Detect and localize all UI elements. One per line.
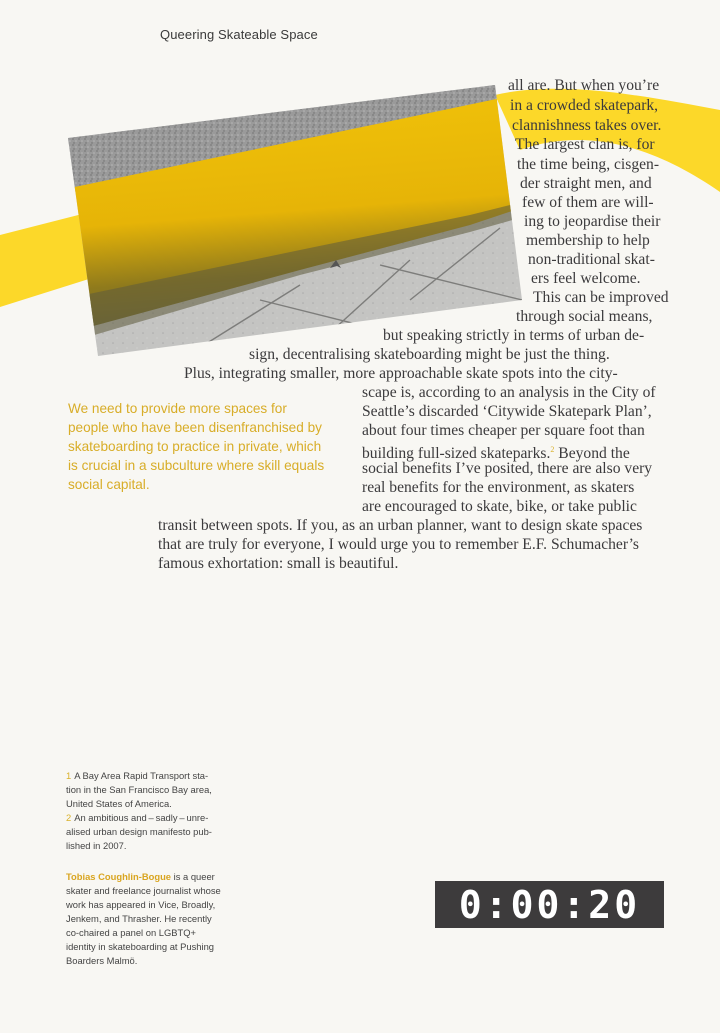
bio-line xyxy=(66,870,266,884)
footnote-ref[interactable]: 2 xyxy=(550,445,555,454)
left-yellow-stripe xyxy=(0,212,92,307)
running-title: Queering Skateable Space xyxy=(160,27,318,42)
body-line: through social means, xyxy=(516,308,653,325)
body-line: social benefits I’ve posited, there are also very xyxy=(362,460,653,477)
body-line: Plus, integrating smaller, more approachable skate spots into the city- xyxy=(184,365,618,382)
body-line: membership to help xyxy=(526,232,650,249)
body-line: the time being, cisgen- xyxy=(517,156,660,173)
author-bio xyxy=(66,870,266,968)
footnote-2 xyxy=(66,811,266,825)
pull-quote-line: We need to provide more spaces for xyxy=(68,401,287,416)
body-line: The largest clan is, for xyxy=(515,136,655,153)
body-text: Beyond the xyxy=(554,445,630,463)
body-line: ers feel welcome. xyxy=(531,270,641,287)
body-line: Seattle’s discarded ‘Citywide Skatepark Plan’, xyxy=(362,403,652,420)
body-line: but speaking strictly in terms of urban de- xyxy=(383,327,645,344)
pull-quote-line: people who have been disenfranchised by xyxy=(68,420,322,435)
pull-quote-line: is crucial in a subculture where skill equals xyxy=(68,458,325,473)
footnote-text: alised urban design manifesto pub- xyxy=(66,826,212,837)
footnote-number: 2 xyxy=(66,812,72,823)
body-line: der straight men, and xyxy=(520,175,652,192)
footnote-text: lished in 2007. xyxy=(66,840,127,851)
bio-line: work has appeared in Vice, Broadly, xyxy=(66,899,216,910)
body-line: all are. But when you’re xyxy=(508,77,660,94)
body-line: non-traditional skat- xyxy=(528,251,655,268)
elapsed-timer: 0:00:20 xyxy=(435,881,664,928)
pull-quote-line: social capital. xyxy=(68,477,150,492)
bio-line: identity in skateboarding at Pushing xyxy=(66,941,215,952)
body-line: transit between spots. If you, as an urban planner, want to design skate spaces xyxy=(158,517,643,534)
bio-line: skater and freelance journalist whose xyxy=(66,885,221,896)
body-line: in a crowded skatepark, xyxy=(510,97,659,114)
bio-text: is a queer xyxy=(171,871,215,882)
body-line: This can be improved xyxy=(533,289,669,306)
body-line: few of them are will- xyxy=(522,194,654,211)
body-line: about four times cheaper per square foot than xyxy=(362,422,645,439)
body-line: sign, decentralising skateboarding might be just the thing. xyxy=(249,346,610,363)
bio-line: co-chaired a panel on LGBTQ+ xyxy=(66,927,197,938)
body-line: famous exhortation: small is beautiful. xyxy=(158,555,399,572)
body-line: clannishness takes over. xyxy=(512,117,662,134)
footnote-1 xyxy=(66,769,266,783)
author-name: Tobias Coughlin-Bogue xyxy=(66,871,172,882)
footnotes xyxy=(66,769,266,853)
bio-line: Boarders Malmö. xyxy=(66,955,138,966)
bio-line: Jenkem, and Thrasher. He recently xyxy=(66,913,212,924)
body-line: that are truly for everyone, I would urge you to remember E.F. Schumacher’s xyxy=(158,536,639,553)
body-line: ing to jeopardise their xyxy=(524,213,661,230)
footnote-number: 1 xyxy=(66,770,72,781)
body-line: real benefits for the environment, as skaters xyxy=(362,479,635,496)
body-text: building full-sized skateparks. xyxy=(362,445,551,463)
pull-quote xyxy=(68,399,353,494)
pull-quote-line: skateboarding to practice in private, which xyxy=(68,439,322,454)
body-line: scape is, according to an analysis in the City of xyxy=(362,384,656,401)
footnote-text: tion in the San Francisco Bay area, xyxy=(66,784,212,795)
footnote-text: An ambitious and – sadly – unre- xyxy=(74,812,209,823)
body-line: are encouraged to skate, bike, or take public xyxy=(362,498,637,515)
footnote-text: United States of America. xyxy=(66,798,172,809)
footnote-text: A Bay Area Rapid Transport sta- xyxy=(74,770,209,781)
